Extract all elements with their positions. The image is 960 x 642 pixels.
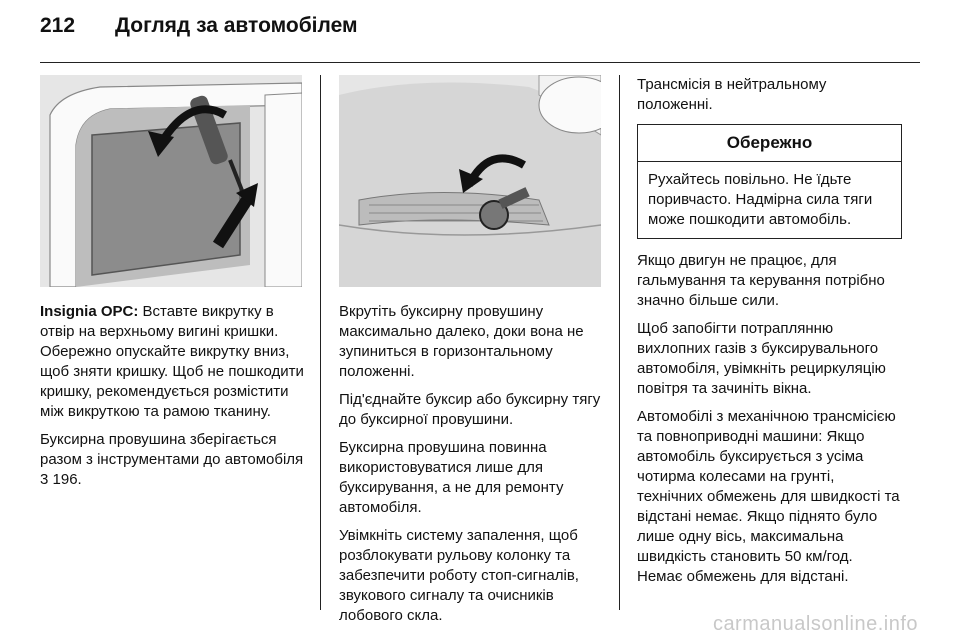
figure-screwdriver-cover <box>40 75 302 287</box>
screwdriver-illustration-icon <box>40 75 302 287</box>
column-1 <box>40 302 310 498</box>
col2-paragraph: Вкрутіть буксирну провушину максимально далеко, доки вона не зупиниться в горизонтальному положенні. <box>339 303 584 380</box>
column-divider-1 <box>320 75 321 610</box>
col3-paragraph: Автомобілі з механічною трансмісією та повноприводні машини: Якщо автомобіль буксирується з усіма чотирма колесами на грунті, технічних обмежень для швидкості та відстані немає. Якщо піднято було лише одну вісь, максимальна швидкість становить 50 км/год. Немає обмежень для відстані. <box>637 408 900 585</box>
col1-paragraph-1 <box>40 302 310 422</box>
page-header <box>40 14 358 54</box>
col3-paragraph: Щоб запобігти потраплянню вихлопних газів з буксирувального автомобіля, увімкніть рециркуляцію повітря та зачиніть вікна. <box>637 320 886 397</box>
column-2 <box>339 302 609 634</box>
col2-paragraph: Буксирна провушина повинна використовуватися лише для буксирування, а не для ремонту автомобіля. <box>339 439 564 516</box>
warning-body: Рухайтесь повільно. Не їдьте поривчасто. Надмірна сила тяги може пошкодити автомобіль. <box>648 171 873 228</box>
col1-paragraph-2 <box>40 430 310 490</box>
watermark: carmanualsonline.info <box>712 613 918 635</box>
col2-paragraph: Увімкніть систему запалення, щоб розблокувати рульову колонку та забезпечити роботу стоп-сигналів, звукового сигналу та очисників лобового скла. <box>339 527 579 624</box>
col2-paragraph: Під'єднайте буксир або буксирну тягу до буксирної провушини. <box>339 391 601 428</box>
col3-paragraph: Якщо двигун не працює, для гальмування та керування потрібно значно більше сили. <box>637 252 885 309</box>
col3-intro: Трансмісія в нейтральному положенні. <box>637 76 827 113</box>
header-rule <box>40 62 920 63</box>
column-3 <box>637 75 902 595</box>
col1-paragraph-1-text: Вставте викрутку в отвір на верхньому вигині кришки. Обережно опускайте викрутку вниз, щоб зняти кришку. Щоб не пошкодити кришку, рекомендується розмістити між викруткою та рамою тканину. <box>40 303 304 420</box>
column-divider-2 <box>619 75 620 610</box>
col1-paragraph-2-text: Буксирна провушина зберігається разом з інструментами до автомобіля <box>40 431 304 468</box>
page-number: 212 <box>40 14 76 37</box>
towing-eye-illustration-icon <box>339 75 601 287</box>
warning-title: Обережно <box>638 125 901 162</box>
model-label: Insignia OPC: <box>40 303 139 320</box>
warning-box <box>637 124 902 239</box>
page-title: Догляд за автомобілем <box>115 14 358 37</box>
figure-towing-eye <box>339 75 601 287</box>
page-reference-link[interactable]: 3 196. <box>40 471 82 488</box>
